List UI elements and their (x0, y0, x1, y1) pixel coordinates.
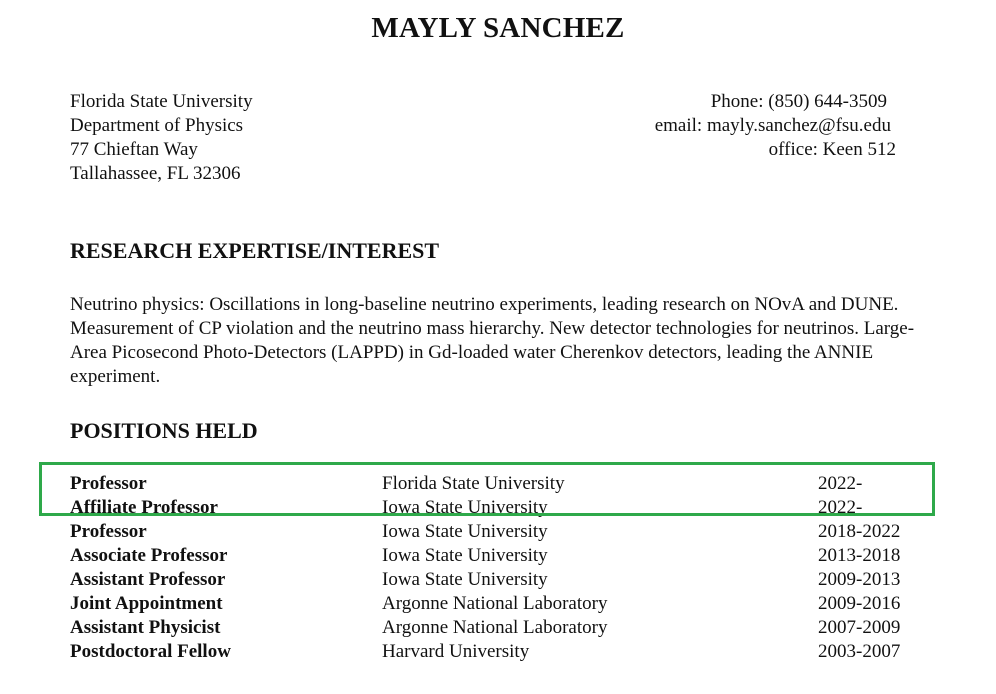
position-row (70, 472, 930, 496)
position-title: Associate Professor (70, 545, 228, 566)
position-years: 2003-2007 (818, 641, 901, 662)
position-row (70, 520, 930, 544)
position-title: Postdoctoral Fellow (70, 641, 231, 662)
positions-section-title: POSITIONS HELD (70, 418, 258, 443)
position-years: 2022- (818, 473, 863, 494)
position-institution: Iowa State University (382, 521, 548, 542)
position-years: 2022- (818, 497, 863, 518)
contact-office: office: Keen 512 (768, 139, 896, 160)
position-institution: Florida State University (382, 473, 565, 494)
research-paragraph: Neutrino physics: Oscillations in long-baseline neutrino experiments, leading research on NOvA and DUNE. Measurement of CP violation and the neutrino mass hierarchy. New detector technologies for neutrinos. Large-Area Picosecond Photo-Detectors (LAPPD) in Gd-loaded water Cherenkov detectors, leading the ANNIE experiment. (70, 294, 915, 387)
position-title: Professor (70, 473, 147, 494)
position-institution: Argonne National Laboratory (382, 617, 608, 638)
position-years: 2009-2013 (818, 569, 901, 590)
positions-table (70, 472, 930, 664)
address-line-street: 77 Chieftan Way (70, 139, 198, 160)
position-row (70, 496, 930, 520)
position-title: Affiliate Professor (70, 497, 218, 518)
position-title: Joint Appointment (70, 593, 223, 614)
address-block (70, 90, 253, 186)
position-institution: Iowa State University (382, 497, 548, 518)
position-title: Assistant Physicist (70, 617, 221, 638)
position-years: 2018-2022 (818, 521, 901, 542)
position-years: 2013-2018 (818, 545, 901, 566)
position-row (70, 568, 930, 592)
position-years: 2007-2009 (818, 617, 901, 638)
position-title: Professor (70, 521, 147, 542)
position-row (70, 640, 930, 664)
position-institution: Iowa State University (382, 569, 548, 590)
contact-phone: Phone: (850) 644-3509 (710, 91, 887, 112)
position-institution: Iowa State University (382, 545, 548, 566)
address-line-city: Tallahassee, FL 32306 (70, 163, 241, 184)
position-institution: Argonne National Laboratory (382, 593, 608, 614)
position-row (70, 616, 930, 640)
contact-block (655, 90, 896, 162)
position-title: Assistant Professor (70, 569, 226, 590)
page-title: MAYLY SANCHEZ (371, 12, 625, 44)
position-years: 2009-2016 (818, 593, 901, 614)
position-institution: Harvard University (382, 641, 530, 662)
address-line-institution: Florida State University (70, 91, 253, 112)
position-row (70, 592, 930, 616)
position-row (70, 544, 930, 568)
contact-email: email: mayly.sanchez@fsu.edu (654, 115, 891, 136)
research-section-title: RESEARCH EXPERTISE/INTEREST (70, 238, 440, 263)
address-line-department: Department of Physics (70, 115, 244, 136)
